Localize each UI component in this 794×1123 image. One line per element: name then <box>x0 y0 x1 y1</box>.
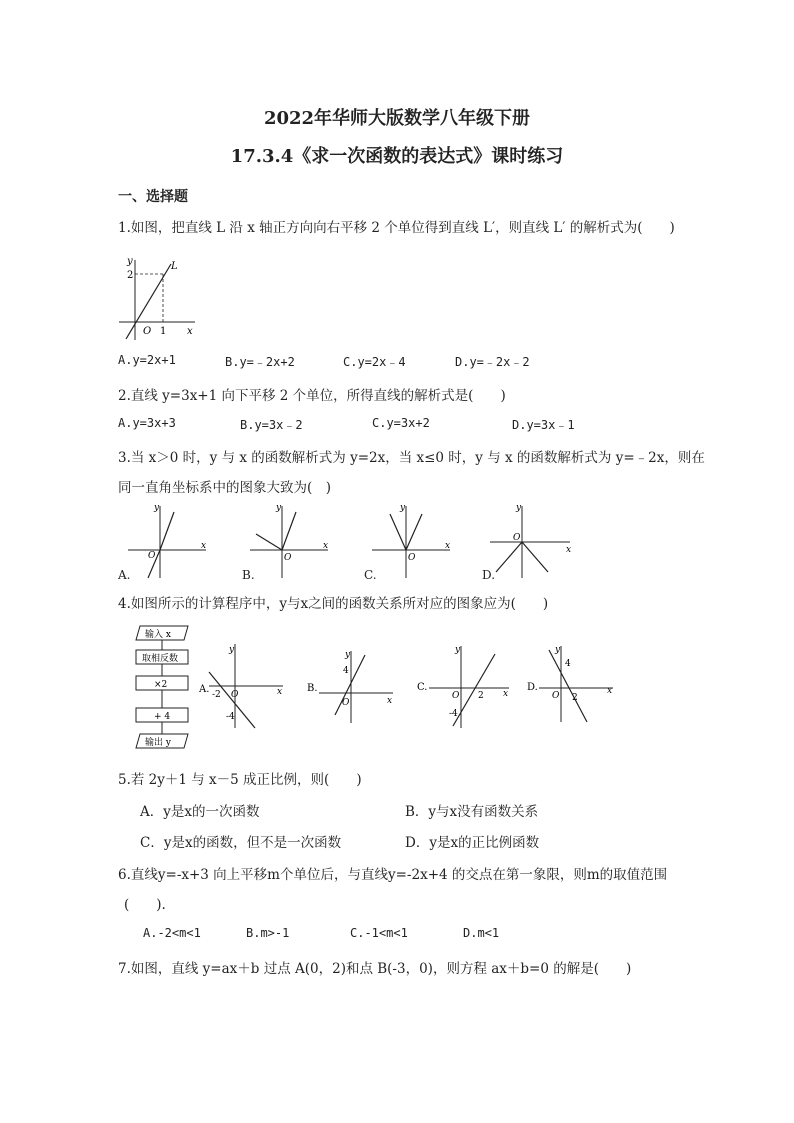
graph-line <box>335 655 365 715</box>
flow-step-multiply-label: ×2 <box>154 680 168 690</box>
graph-branch-right <box>160 512 174 550</box>
y-axis-label: y <box>555 645 561 655</box>
flow-input-label: 输入 x <box>145 630 171 640</box>
q2-option-d[interactable]: D.y=3x﹣1 <box>512 418 575 432</box>
q6-option-d[interactable]: D.m<1 <box>463 926 500 940</box>
origin-label: O <box>452 691 460 701</box>
origin-label: O <box>513 533 521 543</box>
q5-option-a[interactable]: A．y是x的一次函数 <box>140 804 260 820</box>
y-axis-label: y <box>276 503 282 513</box>
origin-label: O <box>552 691 560 701</box>
tick-label: -2 <box>212 690 221 700</box>
question-6-stem-line2: ( ). <box>124 897 166 913</box>
q3-option-a[interactable]: A. <box>118 568 131 582</box>
x-axis-label: x <box>201 541 207 551</box>
x-axis-label: x <box>277 687 283 697</box>
origin-label: O <box>148 551 156 561</box>
flow-step-negate-label: 取相反数 <box>142 654 179 664</box>
q5-option-c[interactable]: C．y是x的函数，但不是一次函数 <box>140 835 342 851</box>
section-heading: 一、选择题 <box>118 189 188 205</box>
graph-line <box>453 654 495 726</box>
x-axis-label: x <box>445 541 451 551</box>
question-5-stem: 5.若 2y＋1 与 x－5 成正比例，则( ) <box>118 772 362 788</box>
x-axis-label: x <box>323 541 329 551</box>
x-axis-label: x <box>387 696 393 706</box>
question-6-stem: 6.直线y=-x+3 向上平移m个单位后，与直线y=-2x+4 的交点在第一象限，则m的取值范围 <box>118 867 668 883</box>
graph-label: C. <box>417 682 428 693</box>
q1-option-c[interactable]: C.y=2x﹣4 <box>343 355 406 369</box>
question-1-graph <box>115 250 200 342</box>
tick-label: 2 <box>572 693 578 703</box>
page-title: 2022年华师大版数学八年级下册 <box>263 108 531 129</box>
q6-option-a[interactable]: A.-2<m<1 <box>143 926 201 940</box>
y-axis-label: y <box>154 503 160 513</box>
q6-option-b[interactable]: B.m>-1 <box>246 926 290 940</box>
tick-label: 4 <box>565 659 571 669</box>
graph-branch-left <box>496 542 522 572</box>
y-axis-label: y <box>516 503 522 513</box>
graph-branch-left <box>390 514 406 550</box>
graph-label: D. <box>527 682 538 693</box>
y-axis-label: y <box>127 256 133 267</box>
graph-branch-right <box>522 542 548 572</box>
question-3-stem-line2: 同一直角坐标系中的图象大致为( ) <box>118 480 332 496</box>
q2-option-a[interactable]: A.y=3x+3 <box>118 416 176 430</box>
graph-branch-left <box>256 534 282 550</box>
q3-graph-a <box>118 500 210 580</box>
q4-graph-d <box>525 640 620 725</box>
page-subtitle: 17.3.4《求一次函数的表达式》课时练习 <box>230 146 564 167</box>
y-axis-label: y <box>400 503 406 513</box>
origin-label: O <box>143 326 152 337</box>
flow-step-add-label: + 4 <box>154 712 171 722</box>
q6-option-c[interactable]: C.-1<m<1 <box>350 926 408 940</box>
q3-option-d[interactable]: D. <box>482 568 496 582</box>
origin-label: O <box>342 698 350 708</box>
origin-label: O <box>284 553 292 563</box>
q1-option-a[interactable]: A.y=2x+1 <box>118 353 176 367</box>
x-axis-label: x <box>503 689 509 699</box>
q3-option-b[interactable]: B. <box>242 568 255 582</box>
question-3-stem-line1: 3.当 x＞0 时，y 与 x 的函数解析式为 y=2x，当 x≤0 时，y 与 x 的函数解析式为 y=﹣2x，则在 <box>118 450 705 466</box>
question-7-stem: 7.如图，直线 y=ax＋b 过点 A(0，2)和点 B(-3，0)，则方程 ax＋b=0 的解是( ) <box>118 961 632 977</box>
q1-option-d[interactable]: D.y=﹣2x﹣2 <box>455 355 530 369</box>
tick-label: 4 <box>343 666 349 676</box>
q2-option-b[interactable]: B.y=3x﹣2 <box>240 418 303 432</box>
line-label: L <box>171 261 178 272</box>
y-tick-label: 2 <box>127 270 134 281</box>
flow-output-label: 输出 y <box>145 738 171 748</box>
tick-label: 2 <box>478 691 484 701</box>
q1-option-b[interactable]: B.y=﹣2x+2 <box>225 355 295 369</box>
question-1-stem: 1.如图，把直线 L 沿 x 轴正方向向右平移 2 个单位得到直线 L′，则直线 L′ 的解析式为( ) <box>118 220 675 236</box>
q5-option-b[interactable]: B．y与x没有函数关系 <box>405 804 539 820</box>
x-tick-label: 1 <box>160 326 167 337</box>
graph-label: B. <box>307 683 318 694</box>
x-axis-label: x <box>187 326 193 337</box>
graph-label: A. <box>199 684 210 695</box>
y-axis-label: y <box>455 645 461 655</box>
x-axis-label: x <box>607 686 613 696</box>
q4-graph-a <box>195 638 290 730</box>
question-4-stem: 4.如图所示的计算程序中，y与x之间的函数关系所对应的图象应为( ) <box>118 596 549 612</box>
q4-graph-b <box>305 645 400 725</box>
graph-branch-right <box>282 512 296 550</box>
q4-graph-c <box>415 640 515 730</box>
q3-option-c[interactable]: C. <box>364 568 377 582</box>
graph-branch-right <box>406 514 422 550</box>
x-axis-label: x <box>566 545 572 555</box>
q4-flowchart <box>128 618 198 753</box>
q5-option-d[interactable]: D．y是x的正比例函数 <box>405 835 540 851</box>
tick-label: -4 <box>226 712 235 722</box>
question-2-stem: 2.直线 y=3x+1 向下平移 2 个单位，所得直线的解析式是( ) <box>118 388 506 404</box>
tick-label: -4 <box>449 709 458 719</box>
origin-label: O <box>408 553 416 563</box>
origin-label: O <box>231 690 239 700</box>
y-axis-label: y <box>345 650 351 660</box>
q2-option-c[interactable]: C.y=3x+2 <box>372 416 430 430</box>
y-axis-label: y <box>229 645 235 655</box>
